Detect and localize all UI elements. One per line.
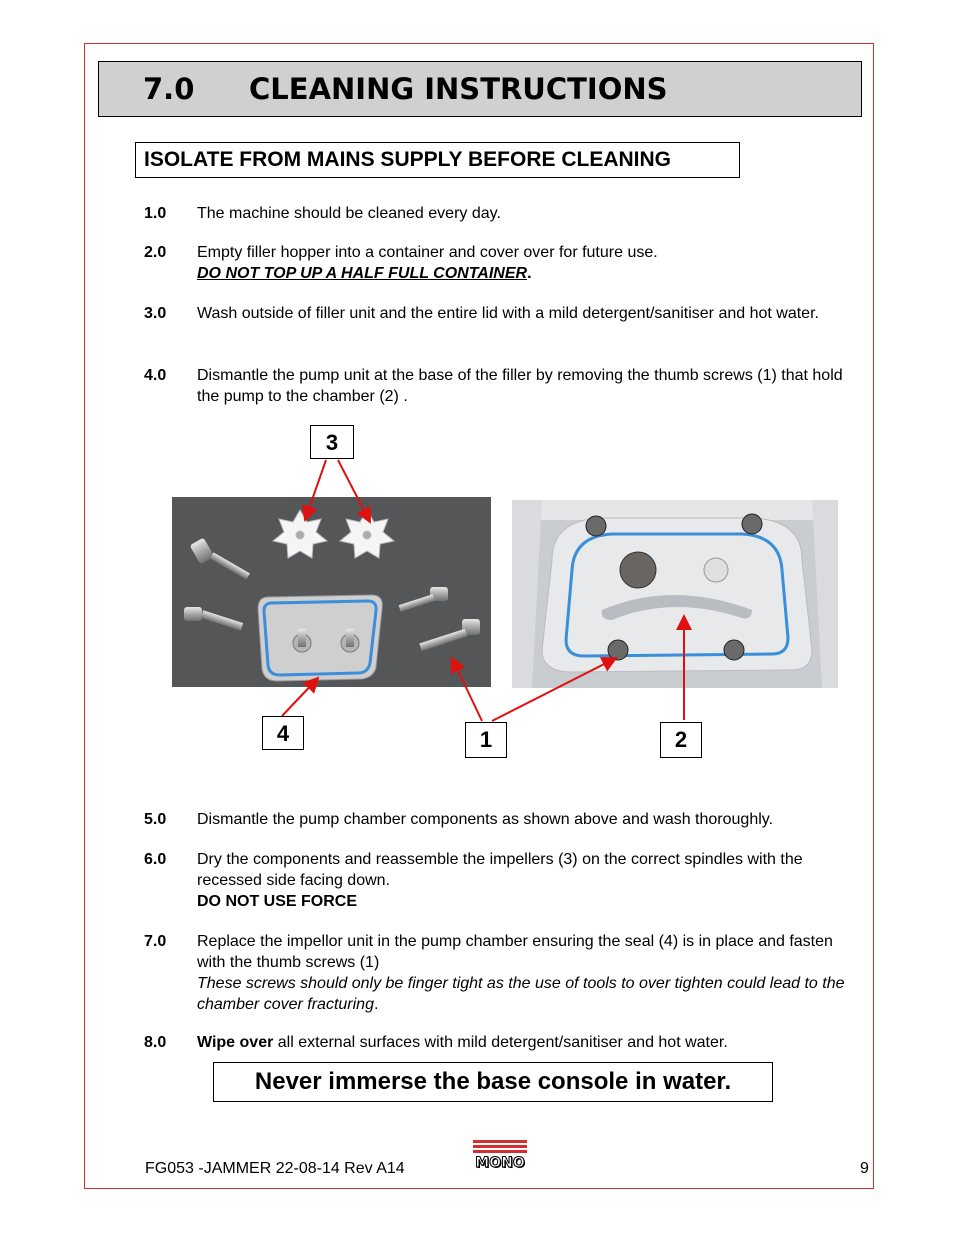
step-number: 1.0 bbox=[144, 205, 167, 222]
label-chamber: 2 bbox=[660, 722, 702, 758]
pump-components-photo bbox=[172, 497, 491, 687]
step-text: Empty filler hopper into a container and cover over for future use. bbox=[197, 244, 658, 261]
step-number: 8.0 bbox=[144, 1034, 167, 1051]
section-title-bar bbox=[98, 61, 862, 117]
label-thumb-screws: 1 bbox=[465, 722, 507, 758]
step-emphasis: DO NOT TOP UP A HALF FULL CONTAINER. bbox=[197, 265, 532, 282]
step-1 bbox=[144, 203, 864, 224]
step-number: 5.0 bbox=[144, 811, 167, 828]
step-8 bbox=[144, 1032, 864, 1053]
step-3 bbox=[144, 303, 864, 324]
label-impeller: 3 bbox=[310, 425, 354, 459]
step-text: Dry the components and reassemble the impellers (3) on the correct spindles with the recessed side facing down. bbox=[197, 851, 803, 889]
mono-logo bbox=[473, 1140, 527, 1178]
step-number: 7.0 bbox=[144, 933, 167, 950]
step-7 bbox=[144, 931, 864, 1015]
step-4 bbox=[144, 365, 864, 407]
step-note: These screws should only be finger tight as the use of tools to over tighten could lead to the chamber cover fracturing. bbox=[197, 975, 845, 1013]
isolate-warning: ISOLATE FROM MAINS SUPPLY BEFORE CLEANING bbox=[135, 142, 740, 178]
step-number: 6.0 bbox=[144, 851, 167, 868]
step-text: Dismantle the pump chamber components as shown above and wash thoroughly. bbox=[197, 811, 774, 828]
step-5 bbox=[144, 809, 864, 830]
section-number: 7.0 bbox=[143, 72, 195, 106]
step-2 bbox=[144, 242, 864, 284]
chamber-cover bbox=[258, 595, 382, 681]
immersion-warning: Never immerse the base console in water. bbox=[213, 1062, 773, 1102]
step-text: Wipe over all external surfaces with mild detergent/sanitiser and hot water. bbox=[197, 1034, 728, 1051]
step-text: The machine should be cleaned every day. bbox=[197, 205, 501, 222]
step-6 bbox=[144, 849, 864, 912]
logo-text: MONO bbox=[475, 1155, 525, 1171]
page-number: 9 bbox=[860, 1160, 869, 1177]
label-seal: 4 bbox=[262, 716, 304, 750]
step-text: Replace the impellor unit in the pump chamber ensuring the seal (4) is in place and fasten with the thumb screws (1) bbox=[197, 933, 833, 971]
section-title: CLEANING INSTRUCTIONS bbox=[249, 72, 668, 106]
document-reference: FG053 -JAMMER 22-08-14 Rev A14 bbox=[145, 1160, 405, 1177]
step-number: 2.0 bbox=[144, 244, 167, 261]
step-emphasis: DO NOT USE FORCE bbox=[197, 893, 358, 910]
step-text: Dismantle the pump unit at the base of the filler by removing the thumb screws (1) that hold the pump to the chamber (2) . bbox=[197, 367, 843, 405]
step-number: 4.0 bbox=[144, 367, 167, 384]
step-number: 3.0 bbox=[144, 305, 167, 322]
step-text: Wash outside of filler unit and the entire lid with a mild detergent/sanitiser and hot water. bbox=[197, 305, 819, 322]
pump-chamber-photo bbox=[512, 500, 838, 688]
